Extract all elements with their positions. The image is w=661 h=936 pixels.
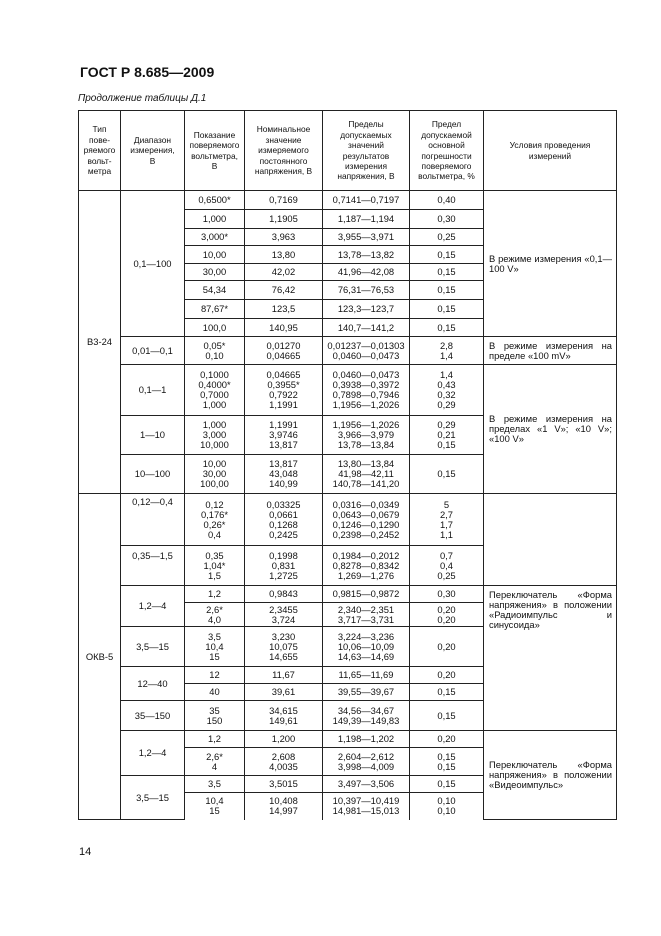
reading-cell: 1,2 (185, 586, 245, 603)
table-row (79, 365, 617, 416)
error-cell: 0,15 0,15 (410, 748, 484, 776)
nominal-cell: 3,963 (245, 229, 323, 246)
error-cell: 0,15 (410, 701, 484, 731)
error-cell: 0,20 0,20 (410, 603, 484, 627)
nominal-cell: 3,230 10,075 14,655 (245, 627, 323, 667)
limits-cell: 1,1956—1,2026 3,966—3,979 13,78—13,84 (323, 416, 410, 455)
reading-cell: 1,2 (185, 731, 245, 748)
reading-cell: 35 150 (185, 701, 245, 731)
reading-cell: 2,6* 4 (185, 748, 245, 776)
limits-cell: 0,0460—0,0473 0,3938—0,3972 0,7898—0,7946 1,1956—1,2026 (323, 365, 410, 416)
error-cell: 0,29 0,21 0,15 (410, 416, 484, 455)
limits-cell: 0,1984—0,2012 0,8278—0,8342 1,269—1,276 (323, 546, 410, 586)
nominal-cell: 123,5 (245, 300, 323, 319)
verification-table (78, 110, 617, 820)
limits-cell: 1,198—1,202 (323, 731, 410, 748)
limits-cell: 3,224—3,236 10,06—10,09 14,63—14,69 (323, 627, 410, 667)
conditions-cell: Переключатель «Форма напряжения» в положении «Радиоимпульс и синусоида» (484, 586, 617, 731)
error-cell: 0,10 0,10 (410, 793, 484, 820)
table-caption: Продолжение таблицы Д.1 (78, 93, 207, 104)
voltmeter-type-cell: В3-24 (79, 191, 121, 494)
nominal-cell: 39,61 (245, 684, 323, 701)
reading-cell: 1,000 3,000 10,000 (185, 416, 245, 455)
limits-cell: 39,55—39,67 (323, 684, 410, 701)
limits-cell: 3,497—3,506 (323, 776, 410, 793)
limits-cell: 1,187—1,194 (323, 210, 410, 229)
nominal-cell: 2,3455 3,724 (245, 603, 323, 627)
error-cell: 5 2,7 1,7 1,1 (410, 494, 484, 546)
range-cell: 3,5—15 (121, 776, 185, 820)
table-row (79, 731, 617, 748)
nominal-cell: 140,95 (245, 319, 323, 337)
limits-cell: 0,7141—0,7197 (323, 191, 410, 210)
reading-cell: 2,6* 4,0 (185, 603, 245, 627)
reading-cell: 0,12 0,176* 0,26* 0,4 (185, 494, 245, 546)
error-cell: 0,15 (410, 455, 484, 494)
header-voltmeter-type: Тип пове- ряемого вольт- метра (79, 111, 121, 191)
error-cell: 0,15 (410, 264, 484, 281)
range-cell: 0,1—1 (121, 365, 185, 416)
range-cell: 12—40 (121, 667, 185, 701)
reading-cell: 100,0 (185, 319, 245, 337)
reading-cell: 3,5 (185, 776, 245, 793)
reading-cell: 0,6500* (185, 191, 245, 210)
table-row (79, 586, 617, 603)
conditions-cell: В режиме измерения на пределе «100 mV» (484, 337, 617, 365)
limits-cell: 0,0316—0,0349 0,0643—0,0679 0,1246—0,1290 0,2398—0,2452 (323, 494, 410, 546)
limits-cell: 11,65—11,69 (323, 667, 410, 684)
reading-cell: 40 (185, 684, 245, 701)
error-cell: 1,4 0,43 0,32 0,29 (410, 365, 484, 416)
conditions-cell: Переключатель «Форма напряжения» в положении «Видеоимпульс» (484, 731, 617, 820)
range-cell: 3,5—15 (121, 627, 185, 667)
header-limits: Пределы допускаемых значений результатов измерения напряжения, В (323, 111, 410, 191)
nominal-cell: 0,04665 0,3955* 0,7922 1,1991 (245, 365, 323, 416)
error-cell: 0,15 (410, 300, 484, 319)
error-cell: 0,15 (410, 776, 484, 793)
nominal-cell: 76,42 (245, 281, 323, 300)
reading-cell: 54,34 (185, 281, 245, 300)
limits-cell: 13,78—13,82 (323, 246, 410, 264)
error-cell: 0,20 (410, 667, 484, 684)
header-error-limit: Предел допускаемой основной погрешности поверяемого вольтметра, % (410, 111, 484, 191)
error-cell: 0,40 (410, 191, 484, 210)
range-cell: 10—100 (121, 455, 185, 494)
limits-cell: 2,340—2,351 3,717—3,731 (323, 603, 410, 627)
table-row (79, 494, 617, 546)
reading-cell: 3,000* (185, 229, 245, 246)
error-cell: 0,7 0,4 0,25 (410, 546, 484, 586)
limits-cell: 13,80—13,84 41,98—42,11 140,78—141,20 (323, 455, 410, 494)
limits-cell: 123,3—123,7 (323, 300, 410, 319)
nominal-cell: 2,608 4,0035 (245, 748, 323, 776)
header-range: Диапазон измерения, В (121, 111, 185, 191)
limits-cell: 2,604—2,612 3,998—4,009 (323, 748, 410, 776)
limits-cell: 41,96—42,08 (323, 264, 410, 281)
range-cell: 0,01—0,1 (121, 337, 185, 365)
table-row (79, 191, 617, 210)
range-cell: 1,2—4 (121, 731, 185, 776)
nominal-cell: 0,9843 (245, 586, 323, 603)
reading-cell: 0,1000 0,4000* 0,7000 1,000 (185, 365, 245, 416)
conditions-cell: В режиме измерения «0,1—100 V» (484, 191, 617, 337)
nominal-cell: 11,67 (245, 667, 323, 684)
error-cell: 0,15 (410, 246, 484, 264)
nominal-cell: 0,7169 (245, 191, 323, 210)
reading-cell: 10,4 15 (185, 793, 245, 820)
range-cell: 0,1—100 (121, 191, 185, 337)
nominal-cell: 1,1905 (245, 210, 323, 229)
header-reading: Показание поверяемого вольтметра, В (185, 111, 245, 191)
nominal-cell: 0,03325 0,0661 0,1268 0,2425 (245, 494, 323, 546)
error-cell: 0,20 (410, 731, 484, 748)
nominal-cell: 0,1998 0,831 1,2725 (245, 546, 323, 586)
voltmeter-type-cell: ОКВ-5 (79, 494, 121, 820)
error-cell: 0,15 (410, 684, 484, 701)
header-conditions: Условия проведения измерений (484, 111, 617, 191)
conditions-cell-empty (484, 494, 617, 586)
page-number: 14 (79, 846, 92, 858)
range-cell: 35—150 (121, 701, 185, 731)
error-cell: 0,30 (410, 210, 484, 229)
nominal-cell: 34,615 149,61 (245, 701, 323, 731)
nominal-cell: 10,408 14,997 (245, 793, 323, 820)
nominal-cell: 42,02 (245, 264, 323, 281)
nominal-cell: 13,817 43,048 140,99 (245, 455, 323, 494)
error-cell: 2,8 1,4 (410, 337, 484, 365)
error-cell: 0,25 (410, 229, 484, 246)
limits-cell: 10,397—10,419 14,981—15,013 (323, 793, 410, 820)
table-row (79, 337, 617, 365)
error-cell: 0,20 (410, 627, 484, 667)
document-title: ГОСТ Р 8.685—2009 (80, 64, 215, 80)
nominal-cell: 13,80 (245, 246, 323, 264)
range-cell: 1—10 (121, 416, 185, 455)
nominal-cell: 1,200 (245, 731, 323, 748)
nominal-cell: 1,1991 3,9746 13,817 (245, 416, 323, 455)
reading-cell: 1,000 (185, 210, 245, 229)
reading-cell: 12 (185, 667, 245, 684)
conditions-cell: В режиме измерения на пределах «1 V»; «10 V»; «100 V» (484, 365, 617, 494)
header-nominal: Номинальное значение измеряемого постоянного напряжения, В (245, 111, 323, 191)
range-cell: 0,35—1,5 (121, 546, 185, 586)
range-cell: 0,12—0,4 (121, 494, 185, 546)
error-cell: 0,30 (410, 586, 484, 603)
error-cell: 0,15 (410, 281, 484, 300)
reading-cell: 3,5 10,4 15 (185, 627, 245, 667)
reading-cell: 30,00 (185, 264, 245, 281)
range-cell: 1,2—4 (121, 586, 185, 627)
limits-cell: 34,56—34,67 149,39—149,83 (323, 701, 410, 731)
nominal-cell: 3,5015 (245, 776, 323, 793)
limits-cell: 3,955—3,971 (323, 229, 410, 246)
limits-cell: 0,9815—0,9872 (323, 586, 410, 603)
reading-cell: 10,00 (185, 246, 245, 264)
reading-cell: 10,00 30,00 100,00 (185, 455, 245, 494)
reading-cell: 87,67* (185, 300, 245, 319)
limits-cell: 76,31—76,53 (323, 281, 410, 300)
reading-cell: 0,35 1,04* 1,5 (185, 546, 245, 586)
limits-cell: 0,01237—0,01303 0,0460—0,0473 (323, 337, 410, 365)
reading-cell: 0,05* 0,10 (185, 337, 245, 365)
error-cell: 0,15 (410, 319, 484, 337)
nominal-cell: 0,01270 0,04665 (245, 337, 323, 365)
limits-cell: 140,7—141,2 (323, 319, 410, 337)
